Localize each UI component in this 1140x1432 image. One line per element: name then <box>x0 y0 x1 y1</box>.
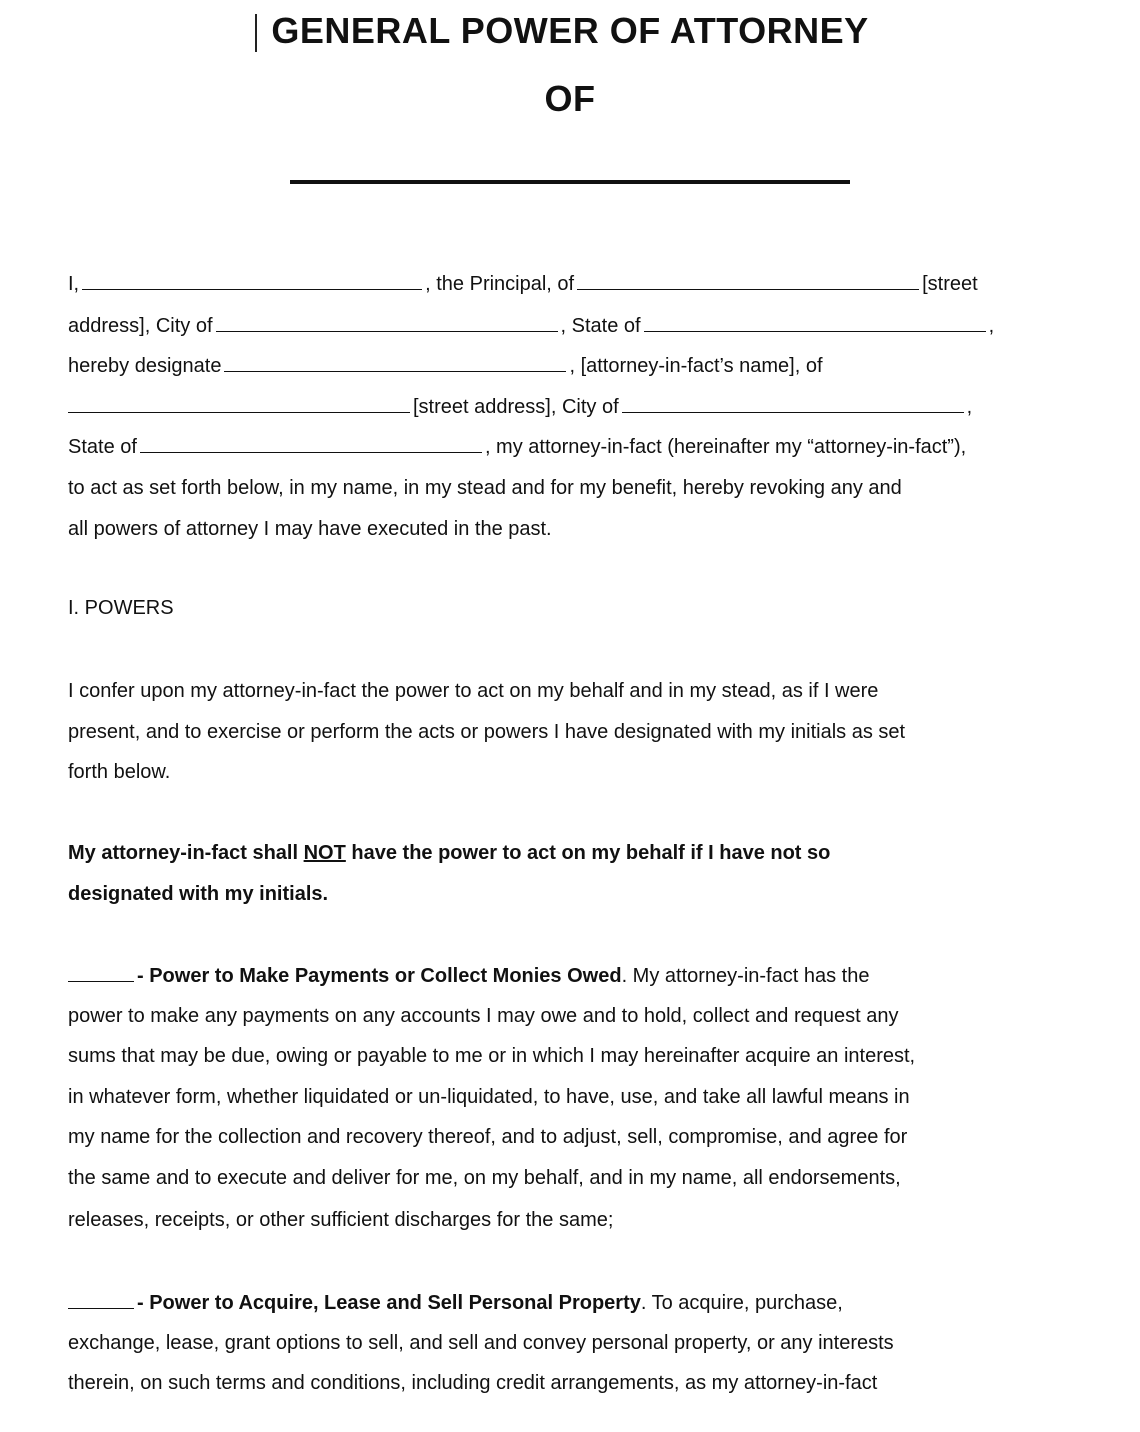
section-heading-powers: I. POWERS <box>68 597 174 619</box>
warning-line-2: designated with my initials. <box>68 883 329 905</box>
intro-line-2: address], City of , State of , <box>68 315 995 337</box>
document-title: GENERAL POWER OF ATTORNEY <box>271 10 869 51</box>
principal-name-blank[interactable] <box>290 180 850 184</box>
not-emphasis: NOT <box>303 842 346 864</box>
intro-line-4: [street address], City of , <box>68 394 972 419</box>
clause-payments-line-4: in whatever form, whether liquidated or un-liquidated, to have, use, and take all lawful means in <box>68 1086 910 1108</box>
attorney-state-field[interactable] <box>140 434 482 453</box>
attorney-name-field[interactable] <box>224 353 566 372</box>
initials-field-payments[interactable] <box>68 963 134 982</box>
attorney-street-field[interactable] <box>68 394 410 413</box>
clause-property-line-3: therein, on such terms and conditions, including credit arrangements, as my attorney-in-fact <box>68 1372 878 1394</box>
intro-line-6: to act as set forth below, in my name, in my stead and for my benefit, hereby revoking any and <box>68 477 902 499</box>
clause-property-line-2: exchange, lease, grant options to sell, and sell and convey personal property, or any interests <box>68 1332 894 1354</box>
intro-line-5: State of , my attorney-in-fact (hereinafter my “attorney-in-fact”), <box>68 436 967 458</box>
intro-line-1: I, , the Principal, of [street <box>68 273 978 295</box>
intro-line-7: all powers of attorney I may have executed in the past. <box>68 518 552 540</box>
attorney-city-field[interactable] <box>622 394 964 413</box>
powers-para-line-3: forth below. <box>68 761 171 783</box>
clause-payments-title: - Power to Make Payments or Collect Monies Owed <box>137 965 622 987</box>
principal-name-field[interactable] <box>82 271 422 290</box>
document-title-of: OF <box>544 78 596 119</box>
powers-para-line-2: present, and to exercise or perform the acts or powers I have designated with my initials as set <box>68 721 906 743</box>
clause-payments-line-3: sums that may be due, owing or payable to me or in which I may hereinafter acquire an interest, <box>68 1045 916 1067</box>
clause-payments-line-6: the same and to execute and deliver for me, on my behalf, and in my name, all endorsements, <box>68 1167 901 1189</box>
initials-field-property[interactable] <box>68 1290 134 1309</box>
warning-line-1: My attorney-in-fact shall NOT have the power to act on my behalf if I have not so <box>68 842 831 864</box>
clause-payments-line-2: power to make any payments on any accounts I may owe and to hold, collect and request any <box>68 1005 899 1027</box>
powers-para-line-1: I confer upon my attorney-in-fact the power to act on my behalf and in my stead, as if I were <box>68 680 879 702</box>
principal-street-field[interactable] <box>577 271 919 290</box>
clause-property-title: - Power to Acquire, Lease and Sell Personal Property <box>137 1292 641 1314</box>
principal-state-field[interactable] <box>644 313 986 332</box>
clause-payments-line-5: my name for the collection and recovery thereof, and to adjust, sell, compromise, and agree for <box>68 1126 908 1148</box>
principal-city-field[interactable] <box>216 313 558 332</box>
clause-payments-line-7: releases, receipts, or other sufficient discharges for the same; <box>68 1209 614 1231</box>
clause-property-line-1: - Power to Acquire, Lease and Sell Personal Property. To acquire, purchase, <box>68 1290 843 1315</box>
clause-payments-line-1: - Power to Make Payments or Collect Monies Owed. My attorney-in-fact has the <box>68 963 869 988</box>
intro-line-3: hereby designate , [attorney-in-fact’s name], of <box>68 355 823 377</box>
